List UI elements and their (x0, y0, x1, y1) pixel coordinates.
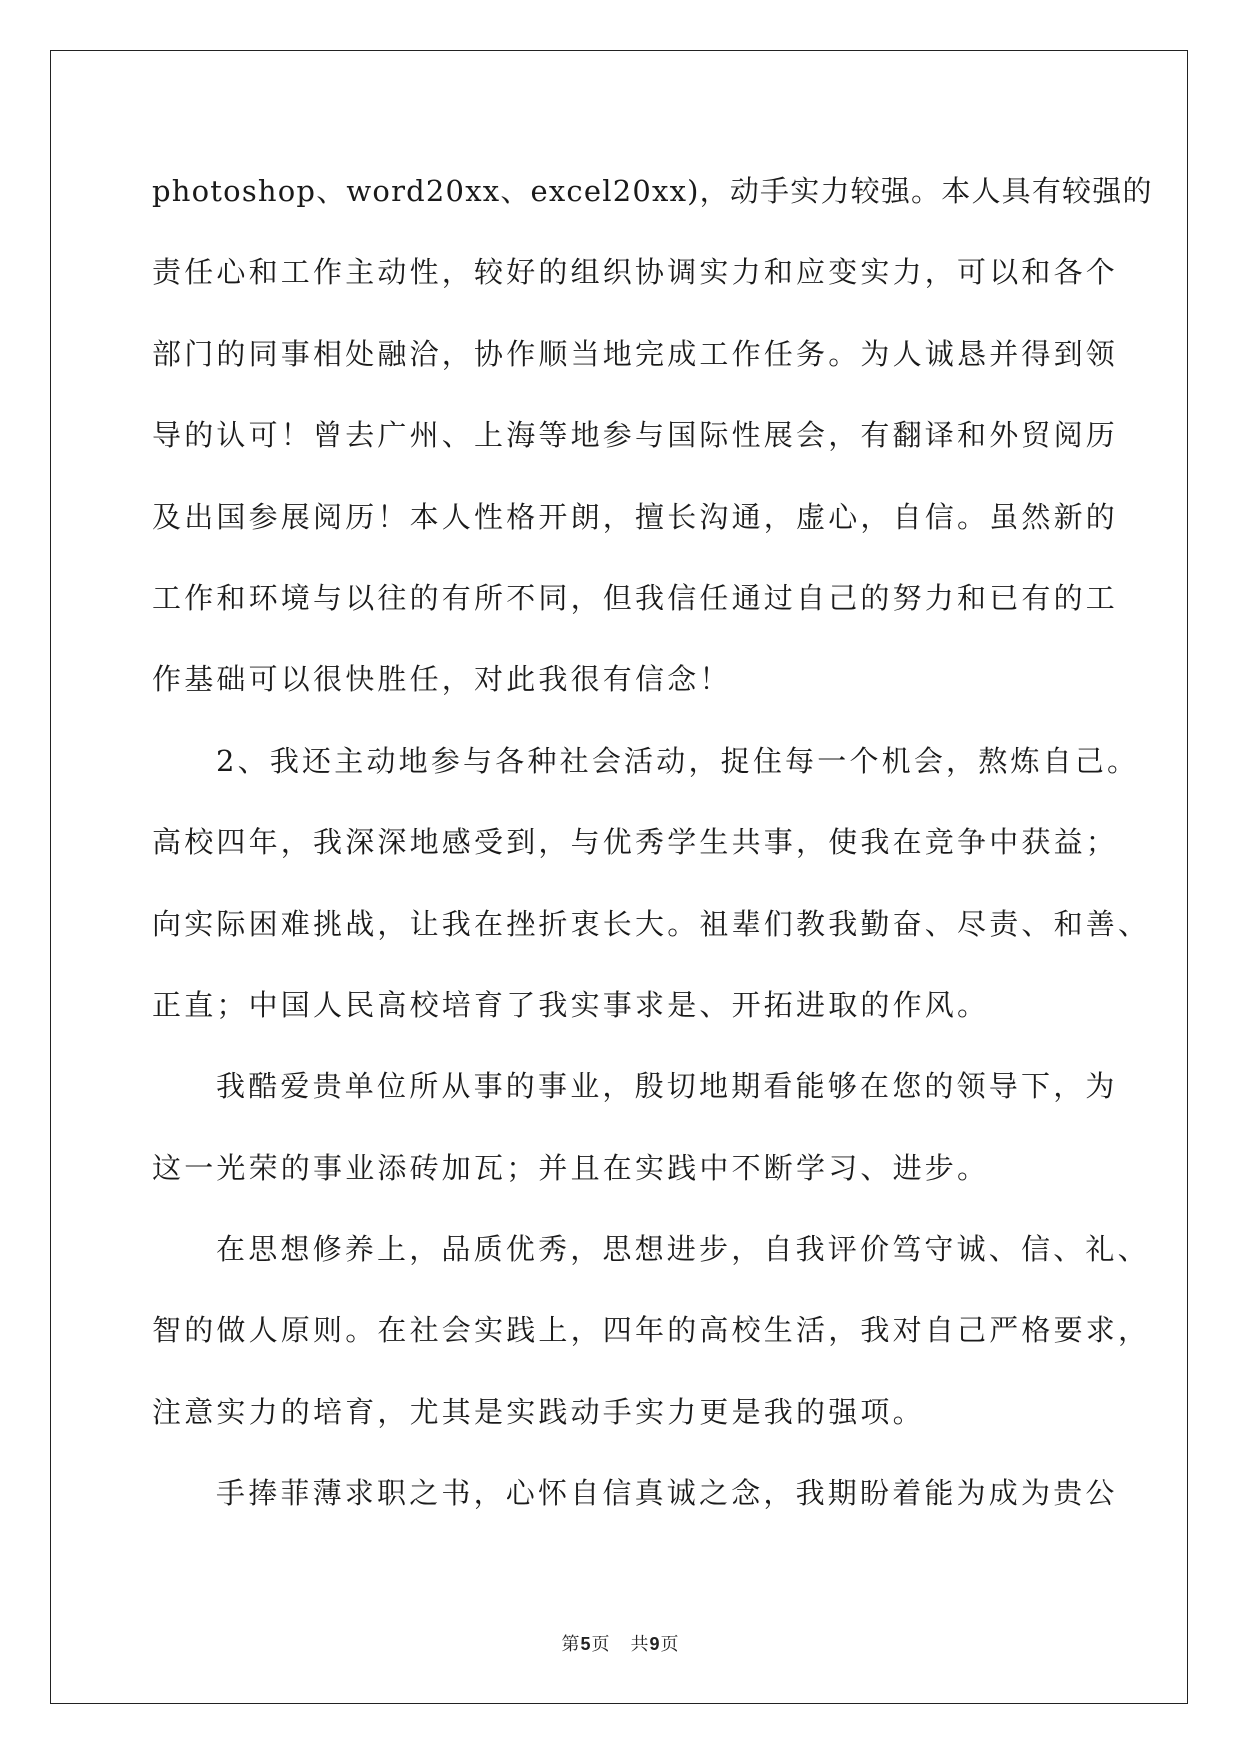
text-line-14: 在思想修养上，品质优秀，思想进步，自我评价笃守诚、信、礼、 (216, 1232, 1150, 1267)
total-suffix: 页 (660, 1634, 680, 1655)
text-line-17: 手捧菲薄求职之书，心怀自信真诚之念，我期盼着能为成为贵公 (216, 1476, 1118, 1511)
text-line-6: 工作和环境与以往的有所不同，但我信任通过自己的努力和已有的工 (152, 580, 1119, 615)
page-footer (0, 1630, 1241, 1656)
total-prefix: 共 (630, 1634, 650, 1655)
text-line-5: 及出国参展阅历！本人性格开朗，擅长沟通，虚心，自信。虽然新的 (152, 499, 1119, 534)
text-line-3: 部门的同事相处融洽，协作顺当地完成工作任务。为人诚恳并得到领 (152, 336, 1119, 371)
text-line-1: photoshop、word20xx、excel20xx)，动手实力较强。本人具有较强的 (152, 174, 1153, 208)
text-line-10: 向实际困难挑战，让我在挫折衷长大。祖辈们教我勤奋、尽责、和善、 (152, 906, 1151, 941)
text-line-7: 作基础可以很快胜任，对此我很有信念！ (152, 662, 732, 697)
text-line-8: 2、我还主动地参与各种社会活动，捉住每一个机会，熬炼自己。 (216, 743, 1140, 778)
text-line-9: 高校四年，我深深地感受到，与优秀学生共事，使我在竞争中获益； (152, 825, 1119, 860)
page-number: 5 (580, 1634, 592, 1654)
text-line-4: 导的认可！曾去广州、上海等地参与国际性展会，有翻译和外贸阅历 (152, 418, 1119, 453)
document-body (152, 163, 1153, 1547)
page-prefix: 第 (561, 1634, 581, 1655)
text-line-11: 正直；中国人民高校培育了我实事求是、开拓进取的作风。 (152, 987, 990, 1022)
text-line-12: 我酷爱贵单位所从事的事业，殷切地期看能够在您的领导下，为 (216, 1069, 1118, 1104)
text-line-15: 智的做人原则。在社会实践上，四年的高校生活，我对自己严格要求， (152, 1313, 1151, 1348)
text-line-16: 注意实力的培育，尤其是实践动手实力更是我的强项。 (152, 1394, 925, 1429)
text-line-13: 这一光荣的事业添砖加瓦；并且在实践中不断学习、进步。 (152, 1150, 990, 1185)
page-suffix: 页 (591, 1634, 611, 1655)
text-line-2: 责任心和工作主动性，较好的组织协调实力和应变实力，可以和各个 (152, 255, 1119, 290)
total-pages: 9 (649, 1634, 661, 1654)
